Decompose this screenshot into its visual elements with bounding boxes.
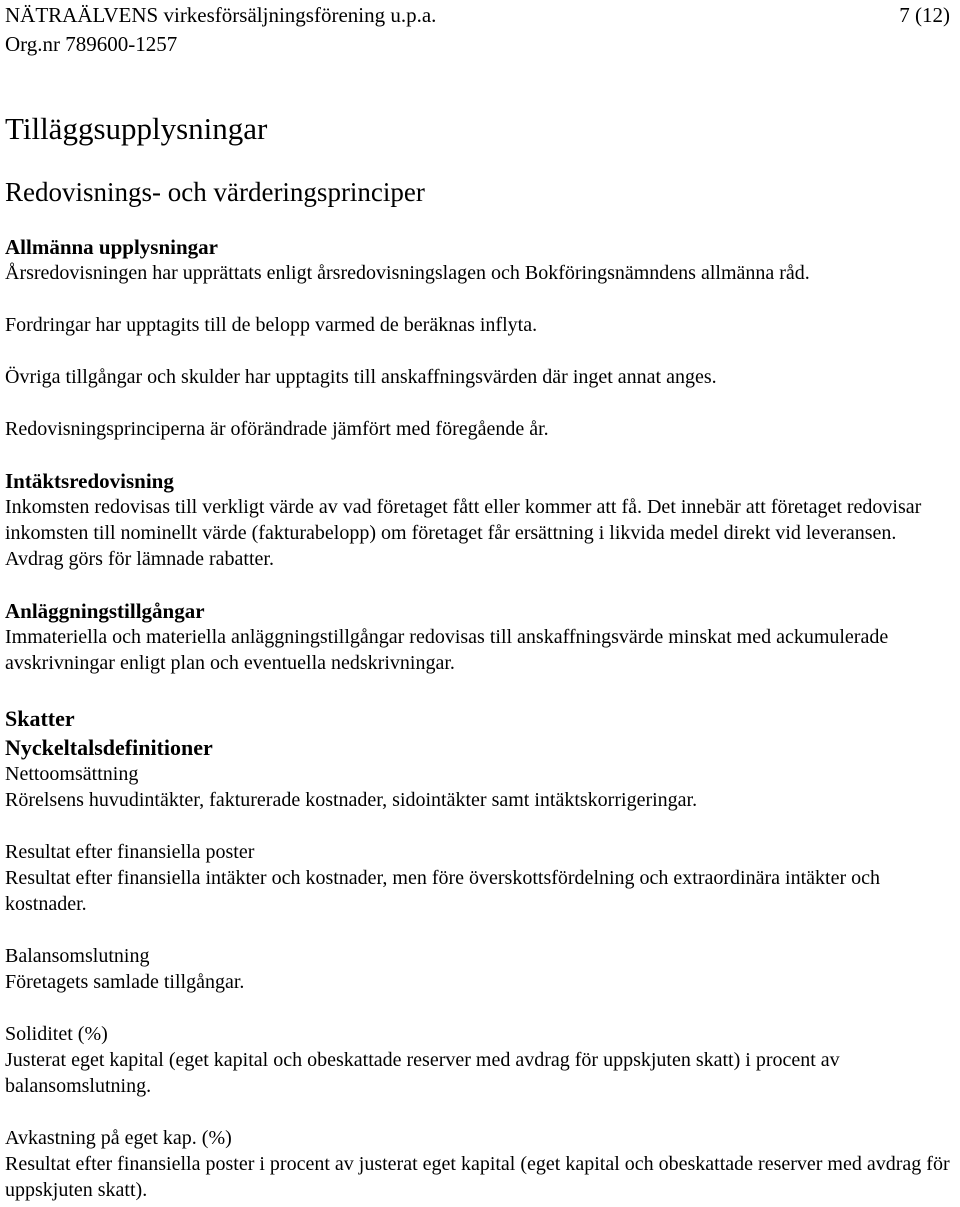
paragraph-anlaggningstillgangar: Immateriella och materiella anläggningstillgångar redovisas till anskaffningsvärde minskat med ackumulerade avskrivningar enligt plan och eventuella nedskrivningar. <box>5 626 889 674</box>
definition-text: Resultat efter finansiella poster i procent av justerat eget kapital (eget kapital och obeskattade reserver med avdrag för uppskjuten skatt). <box>5 1153 950 1201</box>
paragraph-fordringar: Fordringar har upptagits till de belopp varmed de beräknas inflyta. <box>5 314 538 336</box>
definition-text: Företagets samlade tillgångar. <box>5 971 245 993</box>
definition-text: Resultat efter finansiella intäkter och kostnader, men före överskottsfördelning och extraordinära intäkter och kostnader. <box>5 867 880 915</box>
definition-term: Avkastning på eget kap. (%) <box>5 1127 232 1149</box>
definition-term: Resultat efter finansiella poster <box>5 841 255 863</box>
definition-text: Justerat eget kapital (eget kapital och obeskattade reserver med avdrag för uppskjuten skatt) i procent av balansomslutning. <box>5 1049 840 1097</box>
definition-text: Rörelsens huvudintäkter, fakturerade kostnader, sidointäkter samt intäktskorrigeringar. <box>5 789 698 811</box>
paragraph-redovisningsprinciper: Redovisningsprinciperna är oförändrade jämfört med föregående år. <box>5 418 549 440</box>
paragraph-ovriga-tillgangar: Övriga tillgångar och skulder har upptagits till anskaffningsvärden där inget annat anges. <box>5 366 717 388</box>
paragraph-arsredovisning: Årsredovisningen har upprättats enligt årsredovisningslagen och Bokföringsnämndens allmänna råd. <box>5 262 810 284</box>
page-number: 7 (12) <box>899 3 950 27</box>
organization-name: NÄTRAÄLVENS virkesförsäljningsförening u.p.a. <box>5 3 437 27</box>
page-title: Tilläggsupplysningar <box>5 111 268 146</box>
page-header <box>5 0 955 58</box>
heading-allmanna-upplysningar: Allmänna upplysningar <box>5 235 218 259</box>
definition-term: Nettoomsättning <box>5 763 139 785</box>
heading-anlaggningstillgangar: Anläggningstillgångar <box>5 599 205 623</box>
document-page <box>5 0 955 1203</box>
paragraph-intaktsredovisning: Inkomsten redovisas till verkligt värde av vad företaget fått eller kommer att få. Det innebär att företaget redovisar inkomsten till nominellt värde (fakturabelopp) om företaget får ersättning i likvida medel direkt vid leveransen. Avdrag görs för lämnade rabatter. <box>5 496 922 570</box>
definition-term: Balansomslutning <box>5 945 150 967</box>
heading-skatter: Skatter <box>5 706 75 731</box>
definition-term: Soliditet (%) <box>5 1023 108 1045</box>
heading-nyckeltalsdefinitioner: Nyckeltalsdefinitioner <box>5 735 213 760</box>
section-subtitle: Redovisnings- och värderingsprinciper <box>5 177 425 207</box>
heading-intaktsredovisning: Intäktsredovisning <box>5 469 174 493</box>
organization-number: Org.nr 789600-1257 <box>5 32 178 56</box>
